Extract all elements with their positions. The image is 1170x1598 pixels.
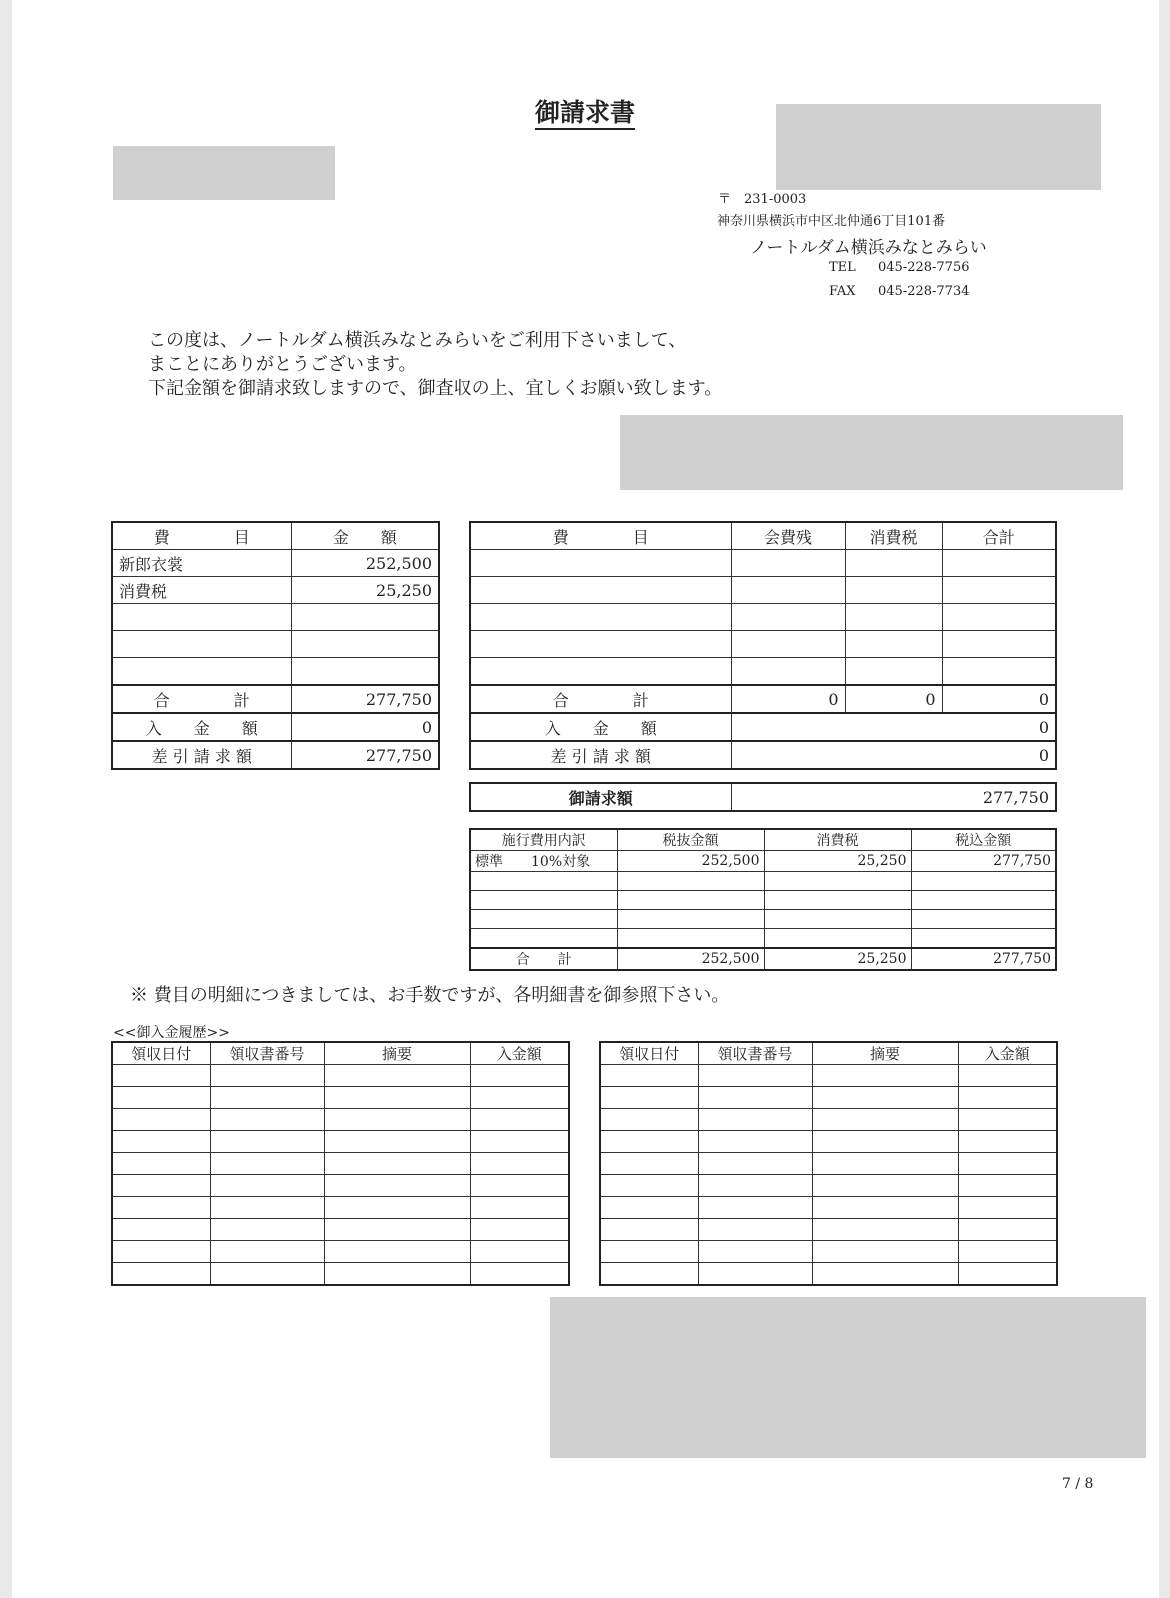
left-balance-label: 差 引 請 求 額 xyxy=(112,741,291,769)
redacted-block-recipient xyxy=(113,146,335,200)
left-header-amount: 金 額 xyxy=(291,522,439,550)
row-amount xyxy=(291,658,439,686)
right-paid-label: 入 金 額 xyxy=(470,713,731,741)
table-row xyxy=(112,577,439,604)
right-total-label: 合 計 xyxy=(470,685,731,713)
table-row xyxy=(470,910,1056,929)
table-row xyxy=(600,1263,1057,1286)
row-amount: 252,500 xyxy=(291,550,439,577)
sender-address: 神奈川県横浜市中区北仲通6丁目101番 xyxy=(717,214,946,229)
table-row xyxy=(600,1131,1057,1153)
history-header-receipt-no: 領収書番号 xyxy=(698,1042,812,1065)
history-header-receipt-no: 領収書番号 xyxy=(210,1042,324,1065)
table-row xyxy=(112,550,439,577)
table-row xyxy=(600,1241,1057,1263)
table-row xyxy=(600,1087,1057,1109)
table-row xyxy=(470,550,1056,577)
row-item: 消費税 xyxy=(112,577,291,604)
row-amount: 25,250 xyxy=(291,577,439,604)
history-caption: <<御入金履歴>> xyxy=(113,1025,230,1041)
left-paid-label: 入 金 額 xyxy=(112,713,291,741)
table-row xyxy=(600,1065,1057,1087)
redacted-block-bottom xyxy=(550,1297,1146,1458)
breakdown-total-taxincl: 277,750 xyxy=(911,948,1056,970)
breakdown-taxincl: 277,750 xyxy=(911,851,1056,872)
right-total-sum: 0 xyxy=(942,685,1056,713)
row-item: 新郎衣裳 xyxy=(112,550,291,577)
greeting-line-3: 下記金額を御請求致しますので、御査収の上、宜しくお願い致します。 xyxy=(148,378,723,399)
table-row xyxy=(600,1197,1057,1219)
table-row xyxy=(470,604,1056,631)
table-row xyxy=(470,631,1056,658)
history-header-amount: 入金額 xyxy=(470,1042,569,1065)
table-row xyxy=(600,1175,1057,1197)
table-row xyxy=(112,1087,569,1109)
table-row xyxy=(470,872,1056,891)
right-header-total: 合計 xyxy=(942,522,1056,550)
right-header-item: 費 目 xyxy=(470,522,731,550)
table-row xyxy=(112,1241,569,1263)
left-summary-table xyxy=(111,521,440,770)
history-header-summary: 摘要 xyxy=(812,1042,958,1065)
tel-number: 045-228-7756 xyxy=(878,260,970,275)
postal-code: 〒 231-0003 xyxy=(718,192,807,207)
table-row xyxy=(600,1153,1057,1175)
table-row xyxy=(112,1065,569,1087)
breakdown-tax: 25,250 xyxy=(764,851,911,872)
table-row xyxy=(112,658,439,686)
history-header-amount: 入金額 xyxy=(958,1042,1057,1065)
breakdown-table xyxy=(469,828,1057,971)
sender-company: ノートルダム横浜みなとみらい xyxy=(750,238,987,258)
left-total-label: 合 計 xyxy=(112,685,291,713)
reference-note: ※ 費目の明細につきましては、お手数ですが、各明細書を御参照下さい。 xyxy=(130,985,730,1006)
document-title: 御請求書 xyxy=(0,93,1170,129)
invoice-amount-label: 御請求額 xyxy=(470,783,731,811)
fax-label: FAX xyxy=(829,284,856,299)
table-row xyxy=(112,604,439,631)
table-row xyxy=(112,631,439,658)
invoice-amount-table xyxy=(469,782,1057,812)
breakdown-header-taxincl: 税込金額 xyxy=(911,829,1056,851)
right-total-tax: 0 xyxy=(845,685,942,713)
greeting-line-1: この度は、ノートルダム横浜みなとみらいをご利用下さいまして、 xyxy=(148,330,687,351)
table-row xyxy=(112,1153,569,1175)
right-paid-value: 0 xyxy=(731,713,1056,741)
tel-label: TEL xyxy=(829,260,856,275)
history-header-summary: 摘要 xyxy=(324,1042,470,1065)
breakdown-header-pretax: 税抜金額 xyxy=(617,829,764,851)
table-row xyxy=(470,577,1056,604)
right-header-balance-due: 会費残 xyxy=(731,522,845,550)
row-item xyxy=(112,604,291,631)
row-item xyxy=(112,631,291,658)
breakdown-pretax: 252,500 xyxy=(617,851,764,872)
breakdown-header-category: 施行費用内訳 xyxy=(470,829,617,851)
payment-history-table-left xyxy=(111,1041,570,1286)
invoice-amount-value: 277,750 xyxy=(731,783,1056,811)
history-header-date: 領収日付 xyxy=(112,1042,210,1065)
left-balance-value: 277,750 xyxy=(291,741,439,769)
table-row xyxy=(600,1109,1057,1131)
row-amount xyxy=(291,604,439,631)
breakdown-category: 標準 10%対象 xyxy=(470,851,617,872)
breakdown-header-tax: 消費税 xyxy=(764,829,911,851)
breakdown-total-pretax: 252,500 xyxy=(617,948,764,970)
table-row xyxy=(112,1197,569,1219)
table-row xyxy=(470,851,1056,872)
right-header-tax: 消費税 xyxy=(845,522,942,550)
left-paid-value: 0 xyxy=(291,713,439,741)
table-row xyxy=(470,658,1056,686)
table-row xyxy=(470,891,1056,910)
payment-history-table-right xyxy=(599,1041,1058,1286)
fax-number: 045-228-7734 xyxy=(878,284,970,299)
page-number: 7 / 8 xyxy=(1062,1476,1094,1492)
table-row xyxy=(600,1219,1057,1241)
row-amount xyxy=(291,631,439,658)
right-summary-table xyxy=(469,521,1057,770)
left-header-item: 費 目 xyxy=(112,522,291,550)
table-row xyxy=(112,1131,569,1153)
breakdown-total-label: 合 計 xyxy=(470,948,617,970)
table-row xyxy=(112,1109,569,1131)
breakdown-total-tax: 25,250 xyxy=(764,948,911,970)
greeting-message xyxy=(148,329,722,401)
right-balance-value: 0 xyxy=(731,741,1056,769)
greeting-line-2: まことにありがとうございます。 xyxy=(148,354,417,375)
redacted-block-middle xyxy=(620,415,1123,490)
row-item xyxy=(112,658,291,686)
table-row xyxy=(112,1219,569,1241)
table-row xyxy=(112,1175,569,1197)
history-header-date: 領収日付 xyxy=(600,1042,698,1065)
table-row xyxy=(112,1263,569,1286)
right-balance-label: 差 引 請 求 額 xyxy=(470,741,731,769)
right-total-balance: 0 xyxy=(731,685,845,713)
left-total-value: 277,750 xyxy=(291,685,439,713)
table-row xyxy=(470,929,1056,949)
